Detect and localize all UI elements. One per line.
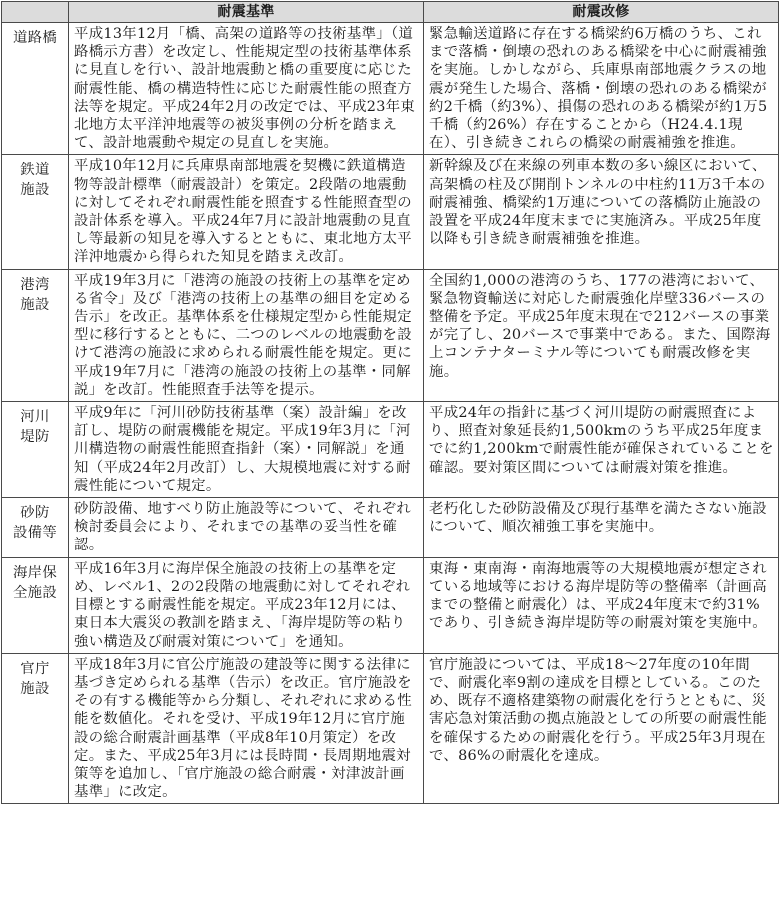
category-line: 施設 <box>20 296 50 313</box>
header-corner <box>2 2 69 23</box>
category-line: 砂防 <box>20 505 50 522</box>
row-category <box>2 557 69 653</box>
header-standards: 耐震基準 <box>69 2 424 23</box>
category-line: 河川 <box>20 409 50 426</box>
retrofit-cell: 老朽化した砂防設備及び現行基準を満たさない施設について、順次補強工事を実施中。 <box>424 498 779 558</box>
row-category <box>2 402 69 498</box>
header-retrofit: 耐震改修 <box>424 2 779 23</box>
standards-cell: 平成18年3月に官公庁施設の建設等に関する法律に基づき定められる基準（告示）を改正。官庁施設をその有する機能等から分類し、それぞれに求める性能を数値化。それを受け、平成19年12月に官庁施設の総合耐震計画基準（平成8年10月策定）を改定。また、平成25年3月には長時間・長周期地震対策等を追加し、「官庁施設の総合耐震・対津波計画基準」に改定。 <box>69 653 424 804</box>
row-category <box>2 653 69 804</box>
table-row <box>2 653 779 804</box>
standards-cell: 平成19年3月に「港湾の施設の技術上の基準を定める省令」及び「港湾の技術上の基準の細目を定める告示」を改正。基準体系を仕様規定型から性能規定型に移行するとともに、二つのレベルの地震動を設けて港湾の施設に求められる耐震性能を規定。更に平成19年7月に「港湾の施設の技術上の基準・同解説」を改訂。性能照査手法等を提示。 <box>69 269 424 401</box>
retrofit-cell: 東海・東南海・南海地震等の大規模地震が想定されている地域等における海岸堤防等の整備率（計画高までの整備と耐震化）は、平成24年度末で約31%であり、引き続き海岸堤防等の耐震対策を実施中。 <box>424 557 779 653</box>
retrofit-cell: 平成24年の指針に基づく河川堤防の耐震照査により、照査対象延長約1,500kmのうち平成25年度までに約1,200kmで耐震性能が確保されていることを確認。要対策区間については耐震対策を推進。 <box>424 402 779 498</box>
header-row <box>2 2 779 23</box>
row-category <box>2 498 69 558</box>
seismic-measures-table <box>1 1 779 804</box>
table-row <box>2 155 779 269</box>
category-line: 堤防 <box>20 429 50 446</box>
standards-cell: 平成10年12月に兵庫県南部地震を契機に鉄道構造物等設計標準（耐震設計）を策定。2段階の地震動に対してそれぞれ耐震性能を照査する性能照査型の設計体系を導入。平成24年7月に設計地震動の見直し等最新の知見を導入するとともに、東北地方太平洋沖地震から得られた知見を踏まえ改訂。 <box>69 155 424 269</box>
retrofit-cell: 緊急輸送道路に存在する橋梁約6万橋のうち、これまで落橋・倒壊の恐れのある橋梁を中心に耐震補強を実施。しかしながら、兵庫県南部地震クラスの地震が発生した場合、落橋・倒壊の恐れのある橋梁が約2千橋（約3%）、損傷の恐れのある橋梁が約1万5千橋（約26%）存在することから（H24.4.1現在）、引き続きこれらの橋梁の耐震補強を推進。 <box>424 23 779 155</box>
row-category <box>2 269 69 401</box>
category-line: 設備等 <box>12 525 58 542</box>
standards-cell: 平成16年3月に海岸保全施設の技術上の基準を定め、レベル1、2の2段階の地震動に対してそれぞれ目標とする耐震性能を規定。平成23年12月には、東日本大震災の教訓を踏まえ、「海岸堤防等の粘り強い構造及び耐震対策について」を通知。 <box>69 557 424 653</box>
row-category <box>2 23 69 155</box>
retrofit-cell: 全国約1,000の港湾のうち、177の港湾において、緊急物資輸送に対応した耐震強化岸壁336バースの整備を予定。平成25年度末現在で212バースの事業が完了し、20バースで事業中である。また、国際海上コンテナターミナル等についても耐震改修を実施。 <box>424 269 779 401</box>
category-line: 施設 <box>20 680 50 697</box>
category-line: 海岸保 <box>12 564 58 581</box>
retrofit-cell: 新幹線及び在来線の列車本数の多い線区において、高架橋の柱及び開削トンネルの中柱約11万3千本の耐震補強、橋梁約1万連についての落橋防止施設の設置を平成24年度末までに実施済み。平成25年度以降も引き続き耐震補強を推進。 <box>424 155 779 269</box>
standards-cell: 砂防設備、地すべり防止施設等について、それぞれ検討委員会により、それまでの基準の妥当性を確認。 <box>69 498 424 558</box>
category-line: 全施設 <box>12 584 58 601</box>
category-line: 官庁 <box>20 660 50 677</box>
row-category <box>2 155 69 269</box>
category-line: 鉄道 <box>20 162 50 179</box>
table-row <box>2 557 779 653</box>
retrofit-cell: 官庁施設については、平成18～27年度の10年間で、耐震化率9割の達成を目標としている。このため、既存不適格建築物の耐震化を行うとともに、災害応急対策活動の拠点施設としての所要の耐震性能を確保するための耐震化を行う。平成25年3月現在で、86%の耐震化を達成。 <box>424 653 779 804</box>
category-line: 道路橋 <box>12 30 58 46</box>
table-row <box>2 498 779 558</box>
standards-cell: 平成9年に「河川砂防技術基準（案）設計編」を改訂し、堤防の耐震機能を規定。平成19年3月に「河川構造物の耐震性能照査指針（案）・同解説」を通知（平成24年2月改訂）し、大規模地震に対する耐震性能について規定。 <box>69 402 424 498</box>
table-row <box>2 402 779 498</box>
category-line: 施設 <box>20 182 50 199</box>
table-row <box>2 23 779 155</box>
standards-cell: 平成13年12月「橋、高架の道路等の技術基準」（道路橋示方書）を改定し、性能規定型の技術基準体系に見直しを行い、設計地震動と橋の重要度に応じた耐震性能、橋の構造特性に応じた耐震性能の照査方法等を規定。平成24年2月の改定では、平成23年東北地方太平洋沖地震等の被災事例の分析を踏まえて、設計地震動や規定の見直しを実施。 <box>69 23 424 155</box>
table-row <box>2 269 779 401</box>
category-line: 港湾 <box>20 276 50 293</box>
